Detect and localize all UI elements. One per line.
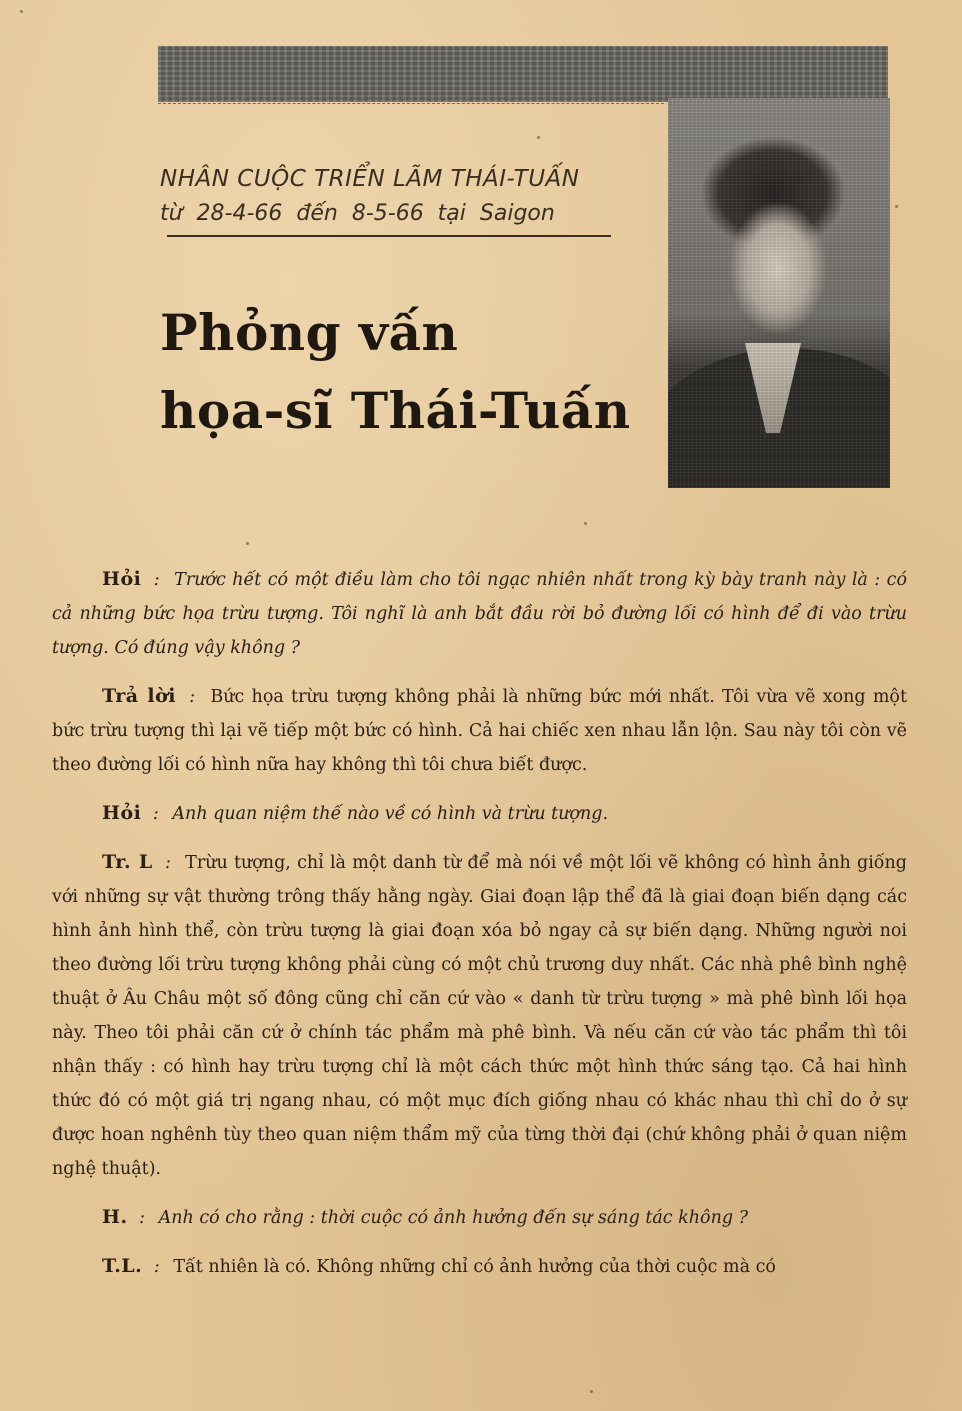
paragraph-answer-2 <box>52 845 907 1186</box>
paragraph-question-2 <box>52 796 907 831</box>
speaker-separator: : <box>152 804 159 824</box>
paragraph-answer-1 <box>52 679 907 782</box>
photo-grain <box>668 98 890 488</box>
speaker-label: T.L. <box>102 1255 143 1277</box>
speaker-separator: : <box>153 1257 160 1277</box>
speaker-separator: : <box>139 1208 146 1228</box>
speaker-label: Trả lời <box>102 685 176 707</box>
paragraph-text: Tất nhiên là có. Không những chỉ có ảnh hưởng của thời cuộc mà có <box>173 1257 776 1277</box>
article-title <box>160 294 631 450</box>
title-line-2: họa-sĩ Thái-Tuấn <box>160 381 631 440</box>
paragraph-text: Bức họa trừu tượng không phải là những bức mới nhất. Tôi vừa vẽ xong một bức trừu tượng thì lại vẽ tiếp một bức có hình. Cả hai chiếc xen nhau lẫn lộn. Sau này tôi còn vẽ theo đường lối có hình nữa hay không thì tôi chưa biết được. <box>52 687 907 775</box>
paragraph-question-1 <box>52 562 907 665</box>
portrait-photo <box>668 98 890 488</box>
speaker-separator: : <box>153 570 160 590</box>
paragraph-question-3 <box>52 1200 907 1235</box>
kicker-underline <box>167 235 611 237</box>
speaker-label: Hỏi <box>102 568 142 590</box>
speaker-label: Hỏi <box>102 802 142 824</box>
speaker-separator: : <box>165 853 171 873</box>
kicker-line-1: NHÂN CUỘC TRIỂN LÃM THÁI-TUẤN <box>160 166 580 192</box>
paragraph-text: Anh có cho rằng : thời cuộc có ảnh hưởng đến sự sáng tác không ? <box>158 1208 748 1228</box>
header-banner <box>158 46 888 102</box>
title-line-1: Phỏng vấn <box>160 303 459 362</box>
speaker-label: H. <box>102 1206 128 1228</box>
banner-divider <box>158 103 664 104</box>
paragraph-text: Trước hết có một điều làm cho tôi ngạc nhiên nhất trong kỳ bày tranh này là : có cả những bức họa trừu tượng. Tôi nghĩ là anh bắt đầu rời bỏ đường lối có hình để đi vào trừu tượng. Có đúng vậy không ? <box>52 570 907 658</box>
speaker-separator: : <box>189 687 196 707</box>
kicker-line-2: từ 28-4-66 đến 8-5-66 tại Saigon <box>160 201 555 226</box>
paragraph-answer-3 <box>52 1249 907 1284</box>
paragraph-text: Anh quan niệm thế nào về có hình và trừu tượng. <box>172 804 609 824</box>
speaker-label: Tr. L <box>102 851 153 873</box>
paragraph-text: Trừu tượng, chỉ là một danh từ để mà nói về một lối vẽ không có hình ảnh giống với những sự vật thường trông thấy hằng ngày. Giai đoạn lập thể đã là giai đoạn biến dạng các hình ảnh hình thể, còn trừu tượng là giai đoạn xóa bỏ ngay cả sự biến dạng. Những người noi theo đường lối trừu tượng không phải cùng có một chủ trương duy nhất. Các nhà phê bình nghệ thuật ở Âu Châu một số đông cũng chỉ căn cứ vào « danh từ trừu tượng » mà phê bình lối họa này. Theo tôi phải căn cứ ở chính tác phẩm mà phê bình. Và nếu căn cứ vào tác phẩm thì tôi nhận thấy : có hình hay trừu tượng chỉ là một cách thức một hình thức sáng tạo. Cả hai hình thức đó có một giá trị ngang nhau, có một mục đích giống nhau có khác nhau thì chỉ do ở sự được hoan nghênh tùy theo quan niệm thẩm mỹ của từng thời đại (chứ không phải ở quan niệm nghệ thuật). <box>52 853 907 1179</box>
interview-body <box>52 562 907 1298</box>
